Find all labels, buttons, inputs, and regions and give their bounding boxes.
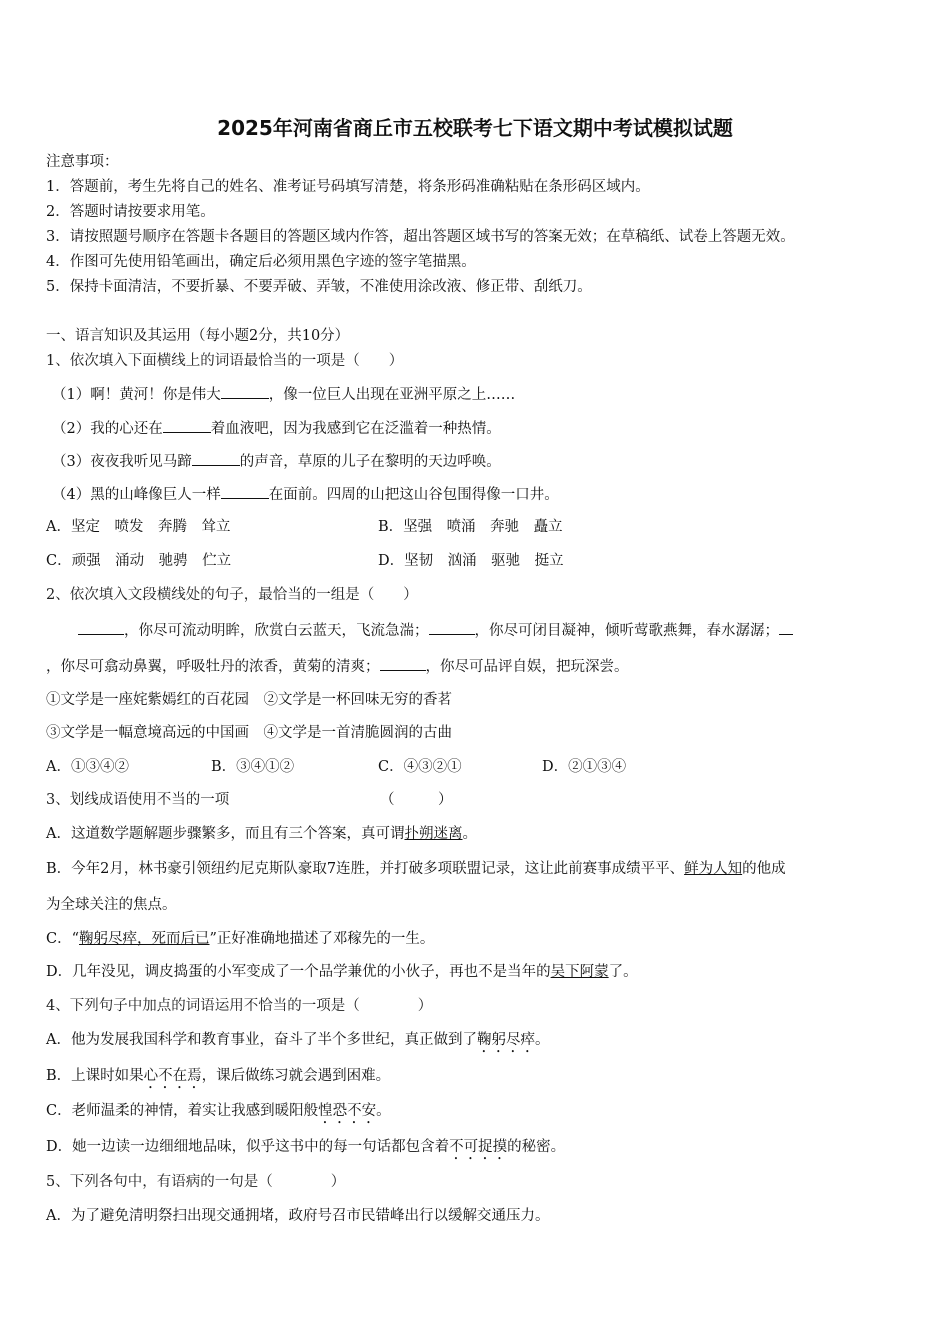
q4-d-end: 的秘密。 xyxy=(507,1139,566,1155)
q1-option-a[interactable]: A．坚定 喷发 奔腾 耸立 xyxy=(46,519,231,535)
notice-item: 4．作图可先使用铅笔画出，确定后必须用黑色字迹的签字笔描黑。 xyxy=(46,254,476,270)
q4-a-dotted-word: 鞠躬尽瘁 xyxy=(476,1032,535,1048)
q3-d-text: D．几年没见，调皮捣蛋的小军变成了一个品学兼优的小伙子，再也不是当年的 xyxy=(46,964,551,980)
question-3-stem: 3、划线成语使用不当的一项 xyxy=(46,792,230,808)
q4-c-dotted-word: 惶恐不安 xyxy=(318,1103,377,1119)
q1-s2-part-a: （2）我的心还在 xyxy=(52,421,163,437)
q3-option-b[interactable] xyxy=(46,859,786,879)
q1-option-c[interactable]: C．顽强 涌动 驰骋 伫立 xyxy=(46,553,232,569)
notice-item: 5．保持卡面清洁，不要折暴、不要弄破、弄皱，不准使用涂改液、修正带、刮纸刀。 xyxy=(46,279,592,295)
notice-heading: 注意事项： xyxy=(46,154,119,170)
q4-option-c[interactable] xyxy=(46,1101,391,1127)
q3-a-text: A．这道数学题解题步骤繁多，而且有三个答案，真可谓 xyxy=(46,826,405,842)
fill-blank xyxy=(78,620,124,635)
q4-option-d[interactable] xyxy=(46,1137,565,1163)
page-title: 2025年河南省商丘市五校联考七下语文期中考试模拟试题 xyxy=(217,116,733,140)
question-4-stem: 4、下列句子中加点的词语运用不恰当的一项是（ ） xyxy=(46,998,433,1014)
q2-option-b[interactable]: B．③④①② xyxy=(211,759,295,775)
q2-choice-line-2: ③文学是一幅意境高远的中国画 ④文学是一首清脆圆润的古曲 xyxy=(46,725,452,741)
q3-c-idiom: 鞠躬尽瘁，死而后已 xyxy=(79,931,210,947)
q1-sentence-1 xyxy=(52,384,515,405)
q4-b-dotted-word: 心不在焉 xyxy=(143,1068,202,1084)
q1-option-b[interactable]: B．坚强 喷涌 奔驰 矗立 xyxy=(378,519,563,535)
q3-option-d[interactable] xyxy=(46,962,638,982)
q4-c-end: 。 xyxy=(376,1103,391,1119)
q3-answer-paren: （ ） xyxy=(380,792,453,808)
q1-s2-part-b: 着血液吧，因为我感到它在泛滥着一种热情。 xyxy=(210,421,501,437)
fill-blank xyxy=(192,451,240,466)
fill-blank xyxy=(163,418,211,433)
q3-c-end: ”正好准确地描述了邓稼先的一生。 xyxy=(209,931,435,947)
q3-option-b-continued: 为全球关注的焦点。 xyxy=(46,897,177,913)
q1-s3-part-a: （3）夜夜我听见马蹄 xyxy=(52,454,192,470)
q1-s3-part-b: 的声音，草原的儿子在黎明的天边呼唤。 xyxy=(239,454,501,470)
question-2-stem: 2、依次填入文段横线处的句子，最恰当的一组是（ ） xyxy=(46,587,418,603)
q1-s4-part-a: （4）黑的山峰像巨人一样 xyxy=(52,487,221,503)
q3-a-end: 。 xyxy=(462,826,477,842)
q3-d-end: 了。 xyxy=(608,964,638,980)
q3-c-text: C．“ xyxy=(46,931,80,947)
q3-b-end: 的他成 xyxy=(742,861,786,877)
q1-s1-part-a: （1）啊！黄河！你是伟大 xyxy=(52,387,221,403)
fill-blank xyxy=(380,656,426,671)
q1-sentence-2 xyxy=(52,418,501,439)
notice-item: 2．答题时请按要求用笔。 xyxy=(46,204,215,220)
q1-s1-part-b: ，像一位巨人出现在亚洲平原之上…… xyxy=(268,387,516,403)
fill-blank xyxy=(429,620,475,635)
q2-p1-part-b: ，你尽可闭目凝神，倾听莺歌燕舞，春水潺潺； xyxy=(474,623,779,639)
q4-option-b[interactable] xyxy=(46,1066,390,1092)
notice-item: 3．请按照题号顺序在答题卡各题目的答题区域内作答，超出答题区域书写的答案无效；在草稿纸、试卷上答题无效。 xyxy=(46,229,795,245)
q2-choice-line-1: ①文学是一座姹紫嫣红的百花园 ②文学是一杯回味无穷的香茗 xyxy=(46,692,452,708)
notice-item: 1．答题前，考生先将自己的姓名、准考证号码填写清楚，将条形码准确粘贴在条形码区域内。 xyxy=(46,179,650,195)
fill-blank xyxy=(779,620,793,635)
q2-option-c[interactable]: C．④③②① xyxy=(378,759,462,775)
q3-b-text: B．今年2月，林书豪引领纽约尼克斯队豪取7连胜，并打破多项联盟记录，这让此前赛事成绩平平、 xyxy=(46,861,685,877)
q3-option-a[interactable] xyxy=(46,824,477,844)
q2-passage-line-1 xyxy=(78,620,793,641)
q3-b-idiom: 鲜为人知 xyxy=(684,861,743,877)
q4-b-end: ，课后做练习就会遇到困难。 xyxy=(201,1068,391,1084)
question-5-stem: 5、下列各句中，有语病的一句是（ ） xyxy=(46,1174,346,1190)
q3-option-c[interactable] xyxy=(46,929,434,949)
fill-blank xyxy=(221,384,269,399)
q2-option-a[interactable]: A．①③④② xyxy=(46,759,129,775)
q4-option-a[interactable] xyxy=(46,1030,549,1056)
q3-a-idiom: 扑朔迷离 xyxy=(404,826,463,842)
q4-b-text: B．上课时如果 xyxy=(46,1068,144,1084)
q1-sentence-3 xyxy=(52,451,501,472)
q1-option-d[interactable]: D．坚韧 汹涌 驱驰 挺立 xyxy=(378,553,564,569)
q4-a-end: 。 xyxy=(534,1032,550,1048)
q4-c-text: C．老师温柔的神情，着实让我感到暖阳般 xyxy=(46,1103,319,1119)
q2-p1-part-a: ，你尽可流动明眸，欣赏白云蓝天，飞流急湍； xyxy=(124,623,429,639)
q3-d-idiom: 吴下阿蒙 xyxy=(550,964,609,980)
fill-blank xyxy=(221,484,269,499)
q4-d-text: D．她一边读一边细细地品味，似乎这书中的每一句话都包含着 xyxy=(46,1139,450,1155)
q4-d-dotted-word: 不可捉摸 xyxy=(449,1139,508,1155)
question-1-stem: 1、依次填入下面横线上的词语最恰当的一项是（ ） xyxy=(46,353,404,369)
q2-option-d[interactable]: D．②①③④ xyxy=(542,759,627,775)
q2-p2-part-a: ，你尽可翕动鼻翼，呼吸牡丹的浓香，黄菊的清爽； xyxy=(46,659,380,675)
section-heading: 一、语言知识及其运用（每小题2分，共10分） xyxy=(46,328,350,344)
q2-passage-line-2 xyxy=(46,656,629,677)
q1-sentence-4 xyxy=(52,484,559,505)
q4-a-text: A．他为发展我国科学和教育事业，奋斗了半个多世纪，真正做到了 xyxy=(46,1032,477,1048)
q1-s4-part-b: 在面前。四周的山把这山谷包围得像一口井。 xyxy=(268,487,559,503)
q5-option-a[interactable]: A．为了避免清明祭扫出现交通拥堵，政府号召市民错峰出行以缓解交通压力。 xyxy=(46,1208,550,1224)
q2-p2-part-b: ，你尽可品评自娱，把玩深尝。 xyxy=(425,659,629,675)
